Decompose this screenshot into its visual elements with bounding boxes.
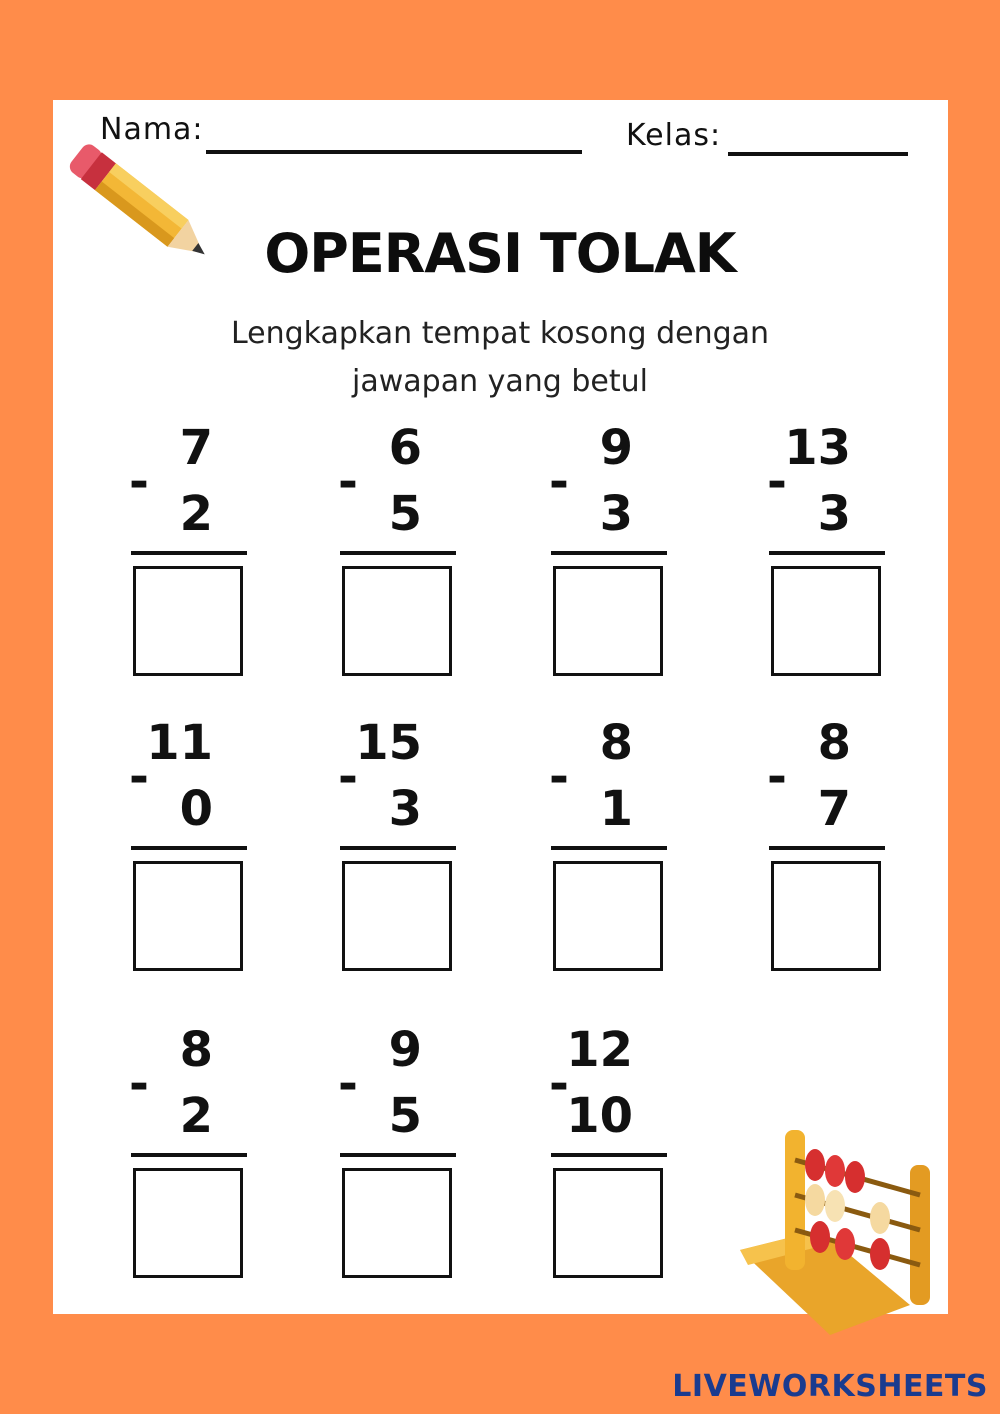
minuend: 9 (388, 1022, 422, 1078)
subtrahend: 3 (599, 486, 633, 542)
worksheet-title: OPERASI TOLAK (264, 222, 736, 285)
answer-line (551, 846, 667, 850)
minuend: 8 (599, 715, 633, 771)
subtrahend: 3 (817, 486, 851, 542)
instruction-line-1: Lengkapkan tempat kosong dengan (230, 316, 770, 351)
minuend: 6 (388, 420, 422, 476)
subtraction-problem (338, 420, 482, 690)
subtrahend: 10 (566, 1088, 633, 1144)
subtraction-problem (549, 715, 693, 985)
answer-box[interactable] (342, 1168, 452, 1278)
minus-sign: - (549, 1056, 569, 1112)
subtraction-problem (767, 420, 911, 690)
minus-sign: - (129, 454, 149, 510)
answer-line (340, 846, 456, 850)
subtrahend: 5 (388, 486, 422, 542)
class-input-line[interactable] (728, 152, 908, 156)
subtrahend: 0 (179, 781, 213, 837)
subtrahend: 1 (599, 781, 633, 837)
minus-sign: - (767, 749, 787, 805)
subtraction-problem (338, 1022, 482, 1292)
answer-box[interactable] (771, 861, 881, 971)
subtrahend: 5 (388, 1088, 422, 1144)
minus-sign: - (338, 749, 358, 805)
minus-sign: - (129, 749, 149, 805)
answer-box[interactable] (133, 1168, 243, 1278)
subtraction-problem (338, 715, 482, 985)
minus-sign: - (549, 454, 569, 510)
answer-box[interactable] (133, 861, 243, 971)
name-input-line[interactable] (206, 150, 582, 154)
minuend: 12 (566, 1022, 633, 1078)
answer-line (131, 1153, 247, 1157)
subtrahend: 7 (817, 781, 851, 837)
name-label: Nama: (100, 112, 204, 147)
brand-text: LIVEWORKSHEETS (672, 1369, 988, 1404)
minuend: 8 (817, 715, 851, 771)
minuend: 15 (355, 715, 422, 771)
answer-line (340, 1153, 456, 1157)
minus-sign: - (338, 454, 358, 510)
minuend: 8 (179, 1022, 213, 1078)
answer-line (340, 551, 456, 555)
subtrahend: 2 (179, 1088, 213, 1144)
answer-box[interactable] (553, 566, 663, 676)
subtraction-problem (129, 1022, 273, 1292)
answer-box[interactable] (342, 566, 452, 676)
answer-line (769, 846, 885, 850)
subtrahend: 2 (179, 486, 213, 542)
answer-box[interactable] (133, 566, 243, 676)
subtrahend: 3 (388, 781, 422, 837)
minuend: 11 (146, 715, 213, 771)
minuend: 13 (784, 420, 851, 476)
minus-sign: - (767, 454, 787, 510)
subtraction-problem (549, 1022, 693, 1292)
minuend: 7 (179, 420, 213, 476)
abacus-icon (730, 1120, 945, 1335)
subtraction-problem (129, 420, 273, 690)
subtraction-problem (129, 715, 273, 985)
answer-line (551, 551, 667, 555)
minuend: 9 (599, 420, 633, 476)
answer-box[interactable] (553, 861, 663, 971)
answer-box[interactable] (553, 1168, 663, 1278)
answer-box[interactable] (771, 566, 881, 676)
answer-box[interactable] (342, 861, 452, 971)
answer-line (131, 551, 247, 555)
answer-line (769, 551, 885, 555)
minus-sign: - (338, 1056, 358, 1112)
subtraction-problem (767, 715, 911, 985)
instruction-line-2: jawapan yang betul (352, 364, 648, 399)
answer-line (131, 846, 247, 850)
liveworksheets-brand (672, 1369, 988, 1404)
minus-sign: - (549, 749, 569, 805)
subtraction-problem (549, 420, 693, 690)
answer-line (551, 1153, 667, 1157)
minus-sign: - (129, 1056, 149, 1112)
class-label: Kelas: (626, 118, 722, 153)
